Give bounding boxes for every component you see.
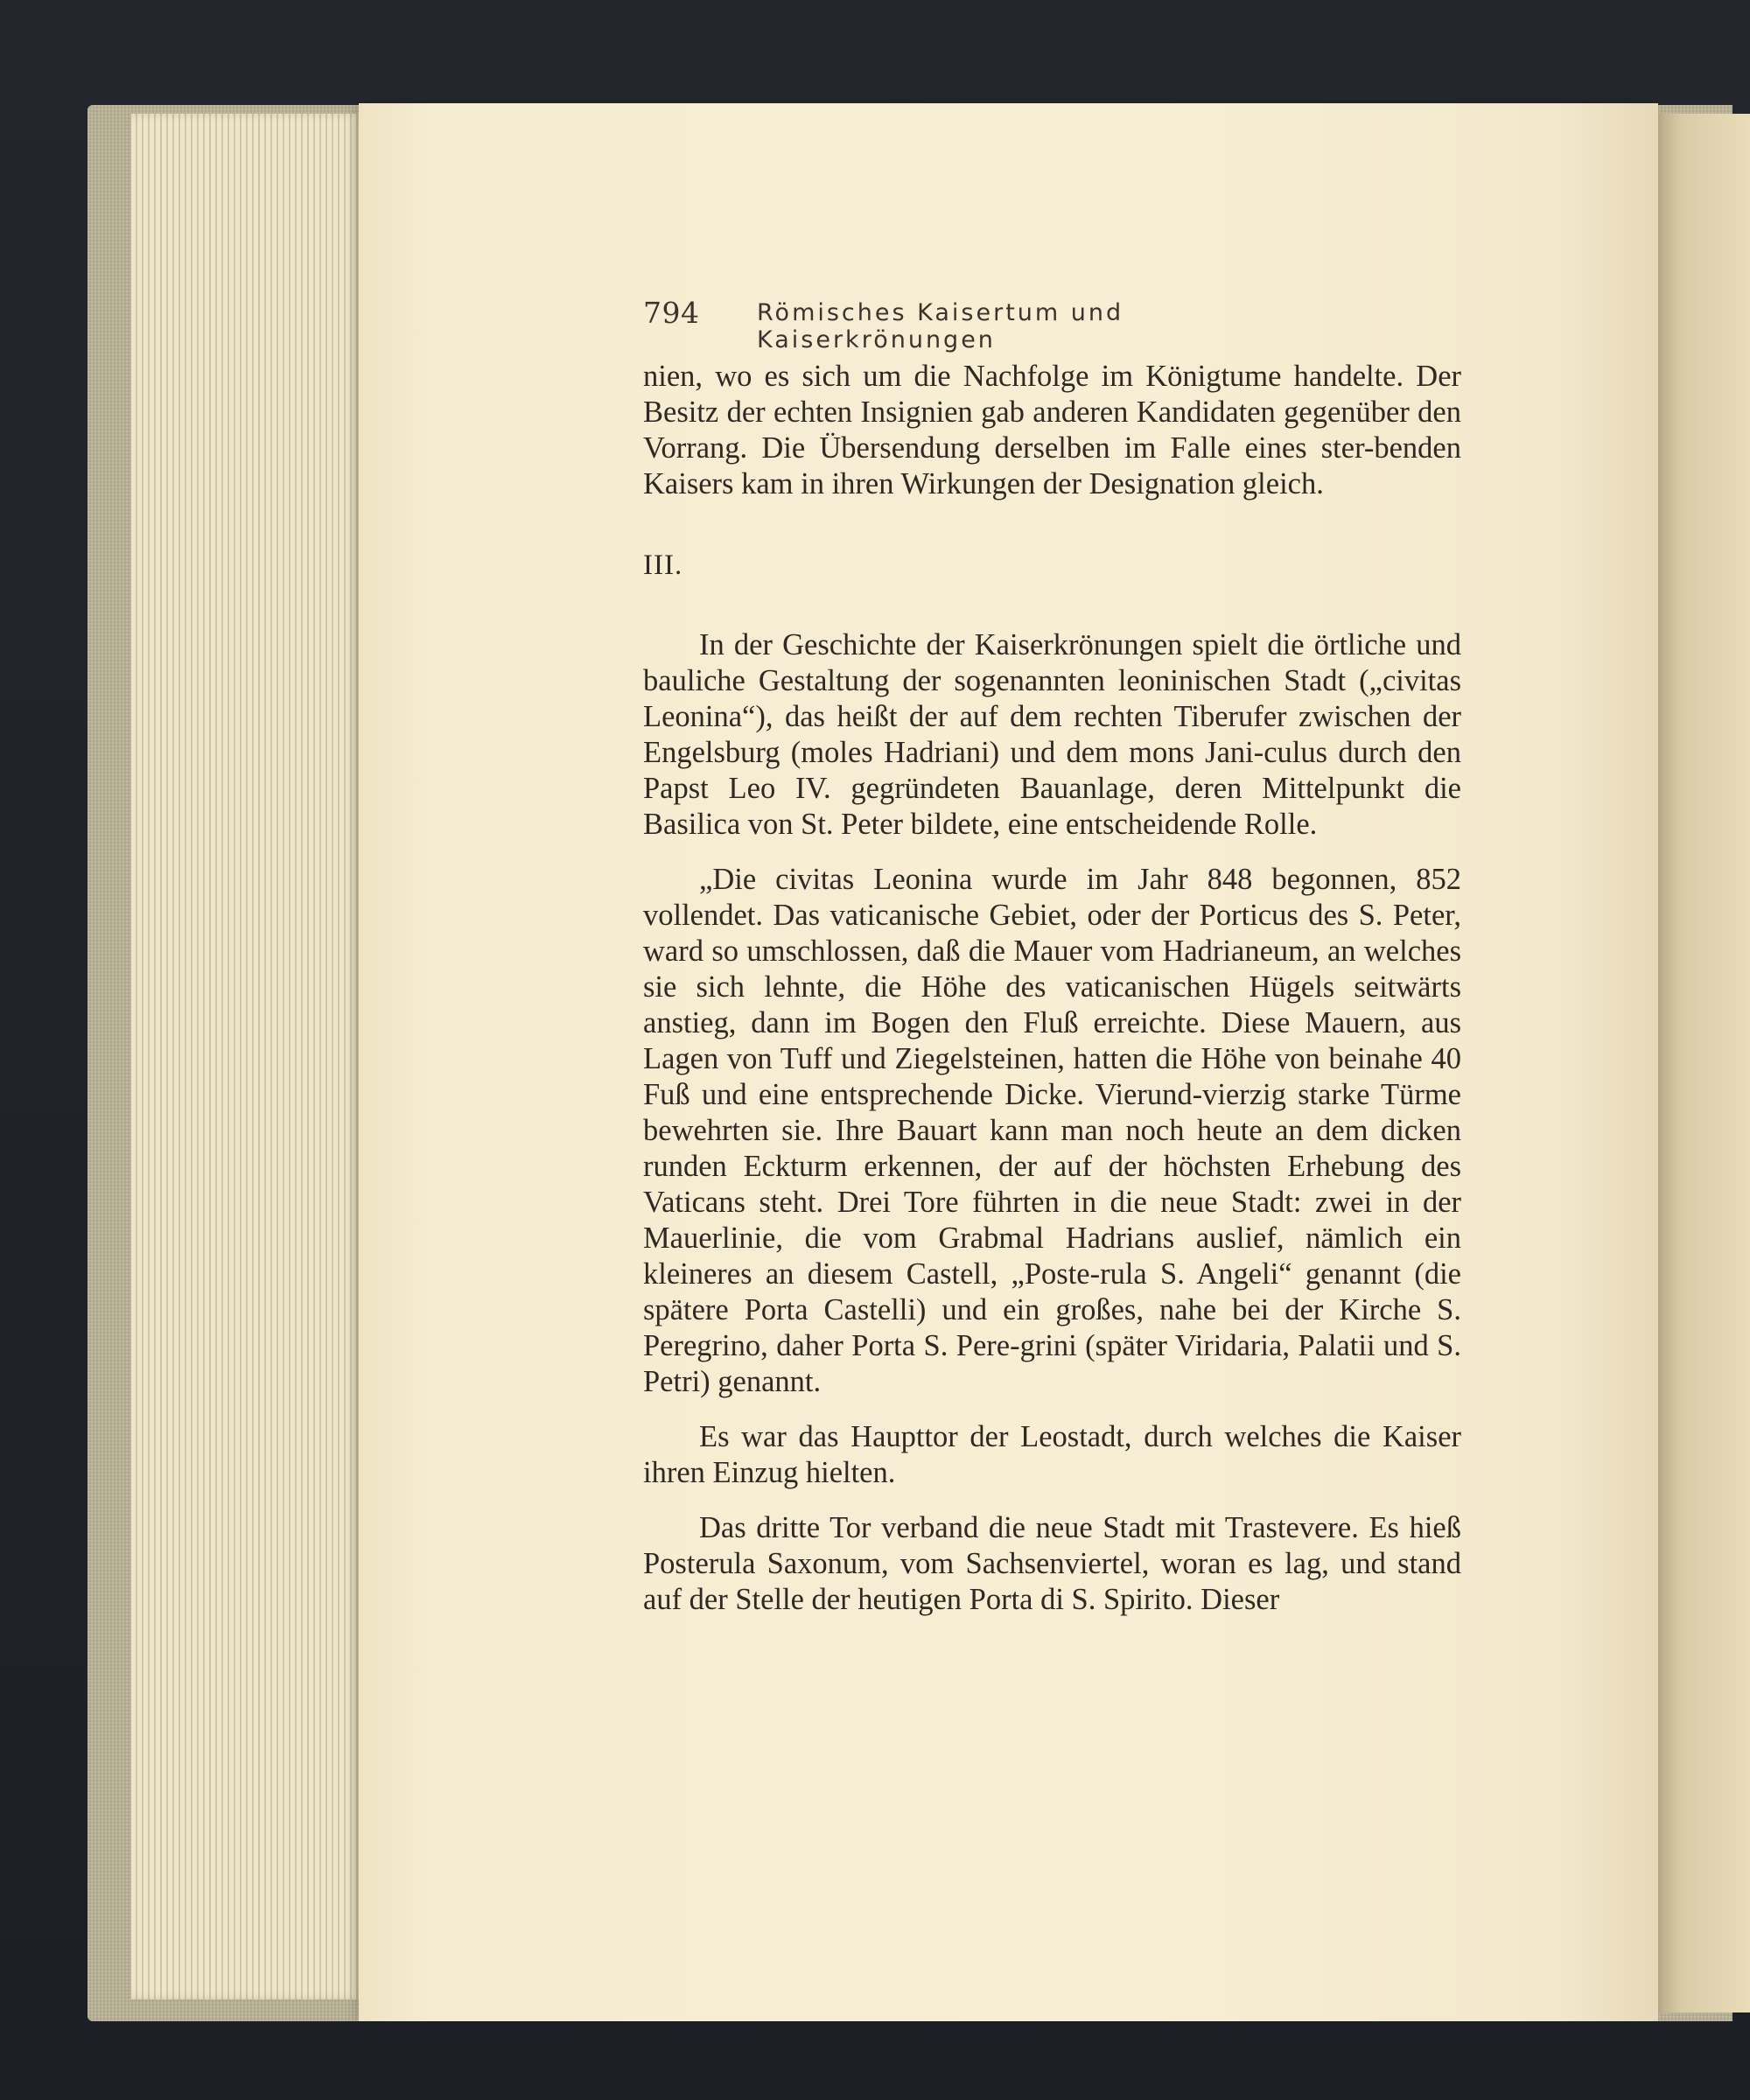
- running-head: Römisches Kaisertum und Kaiserkrönungen: [757, 299, 1124, 354]
- paragraph-third-gate: Das dritte Tor verband die neue Stadt mit Trastevere. Es hieß Posterula Saxonum, vom Sachsenviertel, woran es lag, und stand auf der Stelle der heutigen Porta di S. Spirito. Dieser: [643, 1511, 1461, 1616]
- paragraph-quotation: „Die civitas Leonina wurde im Jahr 848 begonnen, 852 vollendet. Das vaticanische Gebiet, oder der Porticus des S. Peter, ward so umschlossen, daß die Mauer vom Hadrianeum, an welches sie sich lehnte, die Höhe des vaticanischen Hügels seitwärts anstieg, dann im Bogen den Fluß erreichte. Diese Mauern, aus Lagen von Tuff und Ziegelsteinen, hatten die Höhe von beinahe 40 Fuß und eine entsprechende Dicke. Vierund-vierzig starke Türme bewehrten sie. Ihre Bauart kann man noch heute an dem dicken runden Eckturm erkennen, der auf der höchsten Erhebung des Vaticans steht. Drei Tore führten in die neue Stadt: zwei in der Mauerlinie, die vom Grabmal Hadrians auslief, nämlich ein kleineres an diesem Castell, „Poste-rula S. Angeli“ genannt (die spätere Porta Castelli) und ein großes, nahe bei der Kirche S. Peregrino, daher Porta S. Pere-grini (später Viridaria, Palatii und S. Petri) genannt.: [643, 863, 1461, 1398]
- page-header: [643, 296, 1369, 354]
- section-heading: III.: [643, 550, 683, 581]
- body-text: [643, 359, 1461, 1618]
- paragraph-main-gate: Es war das Haupttor der Leostadt, durch welches die Kaiser ihren Einzug hielten.: [643, 1420, 1461, 1489]
- page-edge-stack: [131, 114, 359, 1999]
- next-page-edge: [1658, 114, 1750, 2012]
- paragraph-continued: nien, wo es sich um die Nachfolge im Königtume handelte. Der Besitz der echten Insignien gab anderen Kandidaten gegenüber den Vorrang. Die Übersendung derselben im Falle eines ster-benden Kaisers kam in ihren Wirkungen der Designation gleich.: [643, 360, 1461, 500]
- page-number: 794: [643, 296, 700, 330]
- paragraph-leonine-city: In der Geschichte der Kaiserkrönungen spielt die örtliche und bauliche Gestaltung der sogenannten leoninischen Stadt („civitas Leonina“), das heißt der auf dem rechten Tiberufer zwischen der Engelsburg (moles Hadriani) und dem mons Jani-culus durch den Papst Leo IV. gegründeten Bauanlage, deren Mittelpunkt die Basilica von St. Peter bildete, eine entscheidende Rolle.: [643, 628, 1461, 841]
